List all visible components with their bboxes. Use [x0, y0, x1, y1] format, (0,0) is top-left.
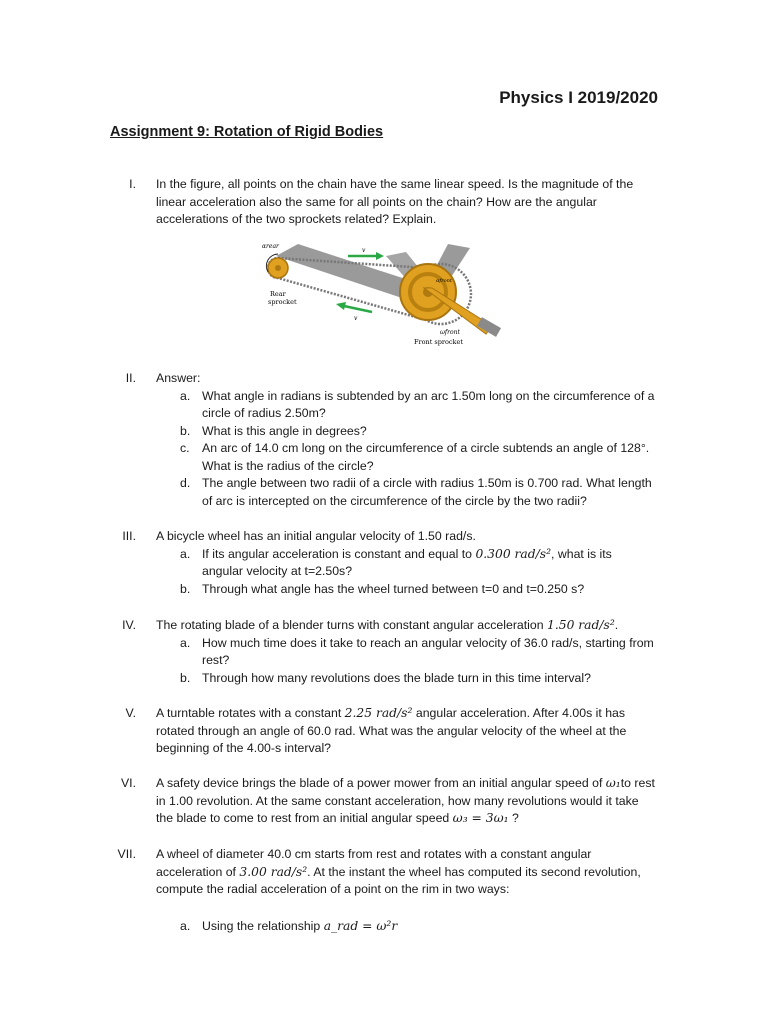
sub-label: b.	[180, 670, 191, 685]
label-alpha-rear: αrear	[262, 243, 279, 250]
rear-sprocket-hub	[275, 265, 281, 271]
label-rear: Rear	[270, 290, 286, 298]
label-sprocket: sprocket	[268, 298, 297, 306]
question-text: to rest in 1.00 revolution. At the same constant acceleration, how many revolutions would it take the blade to come to rest from an initial angular speed	[156, 776, 655, 825]
sub-question	[156, 670, 656, 688]
sub-text: If its angular acceleration is constant and equal to	[202, 546, 476, 561]
sub-question	[156, 475, 656, 510]
sub-text: Through how many revolutions does the blade turn in this time interval?	[202, 670, 591, 685]
sub-question	[156, 635, 656, 670]
sub-label: b.	[180, 581, 191, 596]
question-body	[156, 846, 656, 935]
question-number: VI.	[120, 776, 136, 790]
sub-label: d.	[180, 476, 191, 490]
sub-text: What angle in radians is subtended by an arc 1.50m long on the circumference of a circle of radius 2.50m?	[202, 388, 655, 420]
arrowhead-left	[336, 302, 346, 310]
question-body	[156, 528, 656, 598]
question-body	[156, 775, 656, 828]
question-number: III.	[122, 529, 136, 543]
question-number: II.	[125, 371, 136, 385]
question-text-line	[156, 617, 656, 635]
question-number: V.	[125, 706, 136, 720]
sub-label: a.	[180, 918, 191, 933]
question-text: angular acceleration. After 4.00s it has rotated through an angle of 60.0 rad. What was the angular velocity of the wheel at the beginning of the 4.00-s interval?	[156, 706, 627, 755]
question-text: A safety device brings the blade of a power mower from an initial angular speed of	[156, 776, 606, 790]
assignment-title: Assignment 9: Rotation of Rigid Bodies	[110, 124, 384, 140]
sub-text: How much time does it take to reach an angular velocity of 36.0 rad/s, starting from rest?	[202, 635, 654, 667]
sub-question	[156, 440, 656, 475]
question-text: .	[614, 618, 619, 632]
sub-question	[156, 581, 656, 599]
question-text: A bicycle wheel has an initial angular velocity of 1.50 rad/s.	[156, 529, 476, 543]
sprocket-diagram	[256, 238, 512, 350]
sub-label: c.	[180, 441, 190, 455]
label-v-bottom: v	[354, 315, 358, 322]
sub-text: Through what angle has the wheel turned between t=0 and t=0.250 s?	[202, 581, 585, 596]
question-body	[156, 705, 656, 758]
sub-label: b.	[180, 423, 191, 438]
math-expression: 0.300 rad/s²	[475, 546, 552, 561]
question-number: VII.	[117, 847, 136, 861]
math-expression: 3.00 rad/s²	[239, 864, 308, 879]
course-header: Physics I 2019/2020	[499, 88, 658, 107]
sub-text: Using the relationship	[202, 918, 324, 933]
sub-label: a.	[180, 546, 191, 561]
question-number: IV.	[122, 618, 136, 632]
label-omega-front: ωfront	[440, 329, 460, 336]
question-body	[156, 370, 656, 510]
math-expression: 1.50 rad/s²	[547, 618, 615, 632]
question-text: In the figure, all points on the chain have the same linear speed. Is the magnitude of the linear acceleration also the same for all points on the chain? How are the angular accelerations of the two sprockets related? Explain.	[156, 177, 634, 226]
math-expression: ω₁	[605, 776, 621, 790]
math-expression: 2.25 rad/s²	[344, 706, 413, 720]
question-text-block	[156, 846, 656, 899]
sub-label: a.	[180, 388, 191, 403]
sub-question	[156, 918, 656, 936]
question-text: Answer:	[156, 371, 201, 385]
sub-question	[156, 423, 656, 441]
bicycle-sprocket-figure	[256, 238, 512, 350]
sub-text: The angle between two radii of a circle with radius 1.50m is 0.700 rad. What length of arc is intercepted on the circumference of the circle by the two radii?	[202, 476, 652, 508]
label-alpha-front: αfront	[436, 278, 452, 284]
velocity-arrow-bottom	[344, 306, 372, 312]
sub-text: What is this angle in degrees?	[202, 423, 367, 438]
sub-label: a.	[180, 635, 191, 650]
question-body	[156, 617, 656, 687]
question-text: ?	[508, 811, 519, 825]
question-text: . At the instant the wheel has computed its second revolution, compute the radial acceleration of a point on the rim in two ways:	[156, 864, 641, 896]
math-expression: a_rad = ω²r	[323, 918, 398, 933]
label-front-sprocket: Front sprocket	[414, 338, 463, 346]
label-v-top: v	[362, 247, 366, 254]
question-text: A turntable rotates with a constant	[156, 706, 345, 720]
sub-text: , what is its angular velocity at t=2.50s?	[202, 546, 612, 578]
sub-text: An arc of 14.0 cm long on the circumference of a circle subtends an angle of 128°. What is the radius of the circle?	[202, 441, 650, 473]
question-text: The rotating blade of a blender turns with constant angular acceleration	[156, 618, 548, 632]
pedal	[477, 317, 501, 337]
math-expression: ω₃ = 3ω₁	[452, 811, 509, 825]
sub-question	[156, 388, 656, 423]
question-number: I.	[129, 177, 136, 191]
arrowhead-right	[376, 252, 384, 260]
question-text: A wheel of diameter 40.0 cm starts from rest and rotates with a constant angular acceleration of	[156, 847, 592, 879]
sub-question	[156, 546, 656, 581]
